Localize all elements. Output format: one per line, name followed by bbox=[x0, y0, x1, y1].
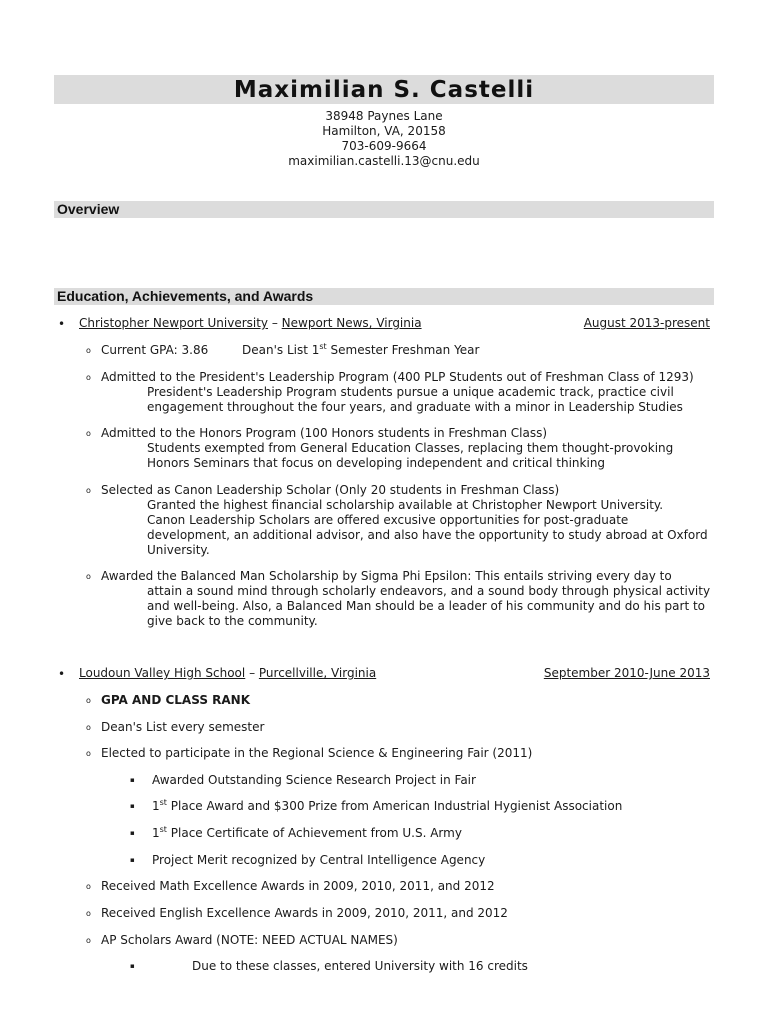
lvhs-sep: – bbox=[245, 666, 259, 680]
contact-phone: 703-609-9664 bbox=[341, 139, 427, 153]
cnu-balanced-line3: give back to the community. bbox=[147, 614, 318, 628]
lvhs-fair-award1: Awarded Outstanding Science Research Project in Fair bbox=[152, 773, 476, 787]
square-bullet-icon: ▪ bbox=[130, 802, 135, 810]
cnu-dates: August 2013-present bbox=[583, 316, 710, 330]
cnu-canon-line1: Granted the highest financial scholarship available at Christopher Newport University. bbox=[147, 498, 664, 512]
lvhs-fair-award4: Project Merit recognized by Central Intelligence Agency bbox=[152, 853, 486, 867]
name-banner bbox=[54, 75, 714, 104]
bullet-icon: • bbox=[58, 317, 66, 331]
cnu-school: Christopher Newport University bbox=[79, 316, 269, 330]
lvhs-fair2-sup: st bbox=[159, 798, 167, 807]
lvhs-ap-scholars: AP Scholars Award (NOTE: NEED ACTUAL NAMES) bbox=[101, 933, 398, 947]
education-heading: Education, Achievements, and Awards bbox=[57, 288, 314, 304]
lvhs-heading bbox=[79, 666, 376, 681]
square-bullet-icon: ▪ bbox=[130, 856, 135, 864]
circle-bullet-icon: o bbox=[86, 749, 91, 758]
cnu-balanced-line1: attain a sound mind through scholarly endeavors, and a sound body through physical activity bbox=[147, 584, 711, 598]
cnu-canon-heading: Selected as Canon Leadership Scholar (Only 20 students in Freshman Class) bbox=[101, 483, 560, 497]
cnu-canon-line2: Canon Leadership Scholars are offered excusive opportunities for post-graduate bbox=[147, 513, 629, 527]
circle-bullet-icon: o bbox=[86, 882, 91, 891]
cnu-honors-line1: Students exempted from General Education Classes, replacing them thought-provoking bbox=[147, 441, 674, 455]
lvhs-location: Purcellville, Virginia bbox=[258, 666, 377, 680]
square-bullet-icon: ▪ bbox=[130, 962, 135, 970]
cnu-sep: – bbox=[268, 316, 282, 330]
circle-bullet-icon: o bbox=[86, 429, 91, 438]
lvhs-fair-award3 bbox=[152, 826, 462, 841]
contact-address-line2: Hamilton, VA, 20158 bbox=[322, 124, 446, 138]
lvhs-dates: September 2010-June 2013 bbox=[543, 666, 710, 680]
lvhs-fair3-pre: 1 bbox=[152, 826, 160, 840]
lvhs-ap-credits: Due to these classes, entered University with 16 credits bbox=[192, 959, 528, 973]
cnu-balanced-heading: Awarded the Balanced Man Scholarship by Sigma Phi Epsilon: This entails striving every day to bbox=[101, 569, 672, 583]
cnu-balanced-line2: and well-being. Also, a Balanced Man should be a leader of his community and do his part to bbox=[147, 599, 706, 613]
circle-bullet-icon: o bbox=[86, 696, 91, 705]
contact-email: maximilian.castelli.13@cnu.edu bbox=[288, 154, 480, 168]
lvhs-fair3-sup: st bbox=[159, 825, 167, 834]
lvhs-school: Loudoun Valley High School bbox=[79, 666, 246, 680]
cnu-deans-list bbox=[242, 343, 479, 358]
education-section-bar bbox=[54, 288, 714, 305]
cnu-gpa: Current GPA: 3.86 bbox=[101, 343, 209, 357]
lvhs-fair-award2 bbox=[152, 799, 622, 814]
bullet-icon: • bbox=[58, 667, 66, 681]
lvhs-math-awards: Received Math Excellence Awards in 2009, 2010, 2011, and 2012 bbox=[101, 879, 495, 893]
lvhs-fair2-post: Place Award and $300 Prize from American Industrial Hygienist Association bbox=[166, 799, 623, 813]
circle-bullet-icon: o bbox=[86, 373, 91, 382]
lvhs-fair3-post: Place Certificate of Achievement from U.S. Army bbox=[166, 826, 462, 840]
cnu-heading bbox=[79, 316, 422, 331]
circle-bullet-icon: o bbox=[86, 486, 91, 495]
square-bullet-icon: ▪ bbox=[130, 829, 135, 837]
square-bullet-icon: ▪ bbox=[130, 776, 135, 784]
cnu-plp-line1: President's Leadership Program students pursue a unique academic track, practice civil bbox=[147, 385, 674, 399]
cnu-honors-line2: Honors Seminars that focus on developing independent and critical thinking bbox=[147, 456, 606, 470]
overview-heading: Overview bbox=[57, 201, 120, 217]
cnu-plp-heading: Admitted to the President's Leadership Program (400 PLP Students out of Freshman Class of 1293) bbox=[101, 370, 694, 384]
lvhs-deans-list: Dean's List every semester bbox=[101, 720, 265, 734]
circle-bullet-icon: o bbox=[86, 936, 91, 945]
cnu-deans-sup: st bbox=[319, 342, 327, 351]
cnu-location: Newport News, Virginia bbox=[281, 316, 422, 330]
overview-section-bar bbox=[54, 201, 714, 218]
lvhs-science-fair: Elected to participate in the Regional Science & Engineering Fair (2011) bbox=[101, 746, 533, 760]
cnu-canon-line3: development, an additional advisor, and also have the opportunity to study abroad at Oxford bbox=[147, 528, 708, 542]
contact-address-line1: 38948 Paynes Lane bbox=[325, 109, 443, 123]
cnu-deans-pre: Dean's List 1 bbox=[242, 343, 320, 357]
cnu-canon-line4: University. bbox=[147, 543, 210, 557]
cnu-plp-line2: engagement throughout the four years, and graduate with a minor in Leadership Studies bbox=[147, 400, 683, 414]
circle-bullet-icon: o bbox=[86, 909, 91, 918]
circle-bullet-icon: o bbox=[86, 572, 91, 581]
lvhs-english-awards: Received English Excellence Awards in 2009, 2010, 2011, and 2012 bbox=[101, 906, 508, 920]
lvhs-fair2-pre: 1 bbox=[152, 799, 160, 813]
circle-bullet-icon: o bbox=[86, 346, 91, 355]
candidate-name: Maximilian S. Castelli bbox=[233, 76, 535, 103]
lvhs-gpa-rank: GPA AND CLASS RANK bbox=[101, 693, 251, 707]
circle-bullet-icon: o bbox=[86, 723, 91, 732]
cnu-deans-post: Semester Freshman Year bbox=[326, 343, 480, 357]
cnu-honors-heading: Admitted to the Honors Program (100 Honors students in Freshman Class) bbox=[101, 426, 548, 440]
